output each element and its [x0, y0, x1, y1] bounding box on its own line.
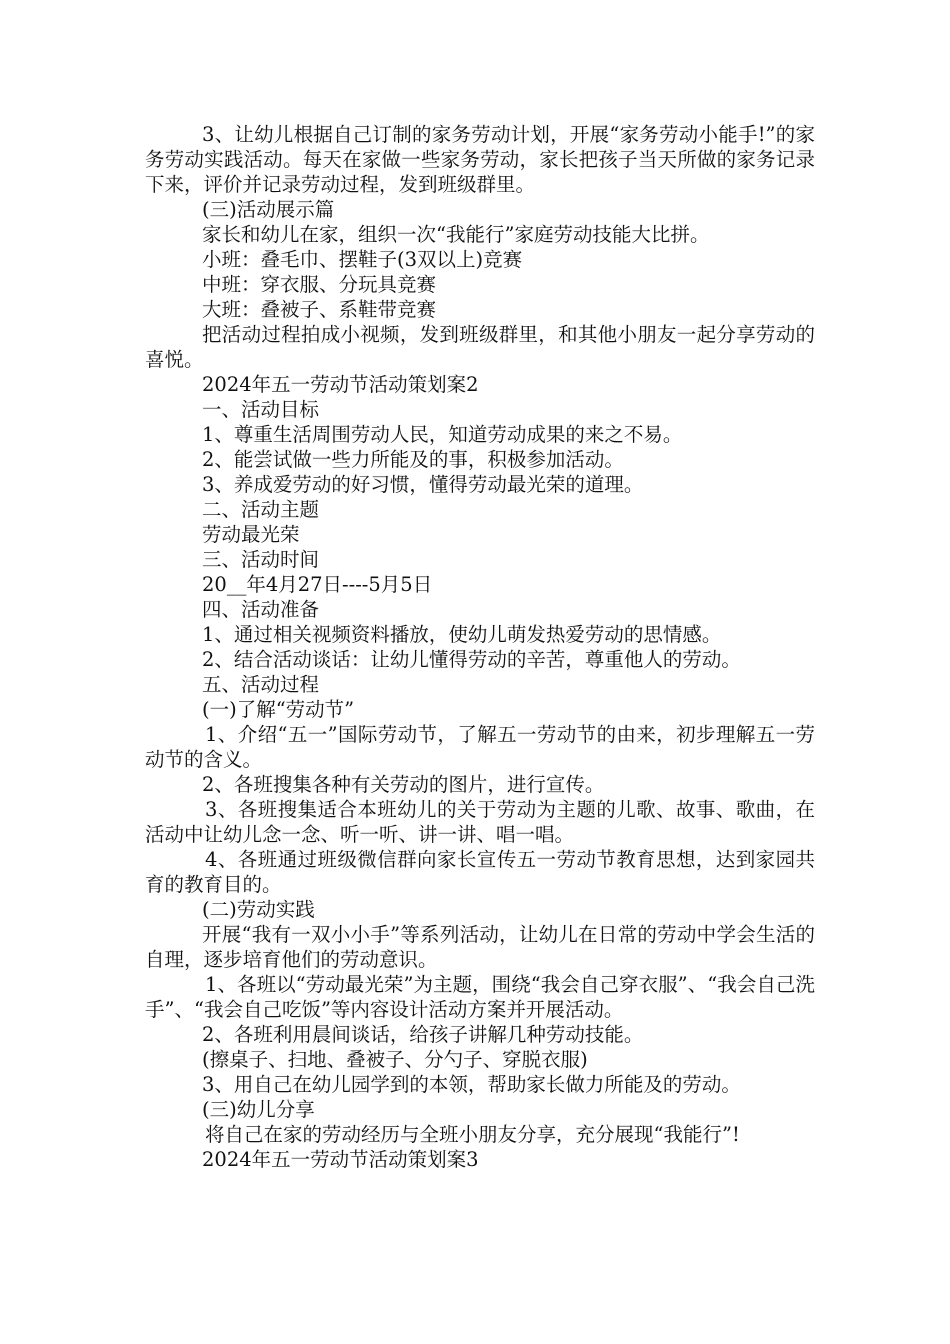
paragraph: 2、结合活动谈话：让幼儿懂得劳动的辛苦，尊重他人的劳动。: [202, 648, 741, 671]
paragraph: 3、各班搜集适合本班幼儿的关于劳动为主题的儿歌、故事、歌曲，在活动中让幼儿念一念、听一听、讲一讲、唱一唱。: [145, 798, 815, 846]
paragraph: 4、各班通过班级微信群向家长宣传五一劳动节教育思想，达到家园共育的教育目的。: [145, 848, 815, 896]
paragraph: 小班：叠毛巾、摆鞋子(3双以上)竞赛: [202, 248, 523, 271]
section-heading: (三)幼儿分享: [202, 1098, 315, 1121]
section-heading: 三、活动时间: [202, 548, 320, 571]
paragraph: 2、各班利用晨间谈话，给孩子讲解几种劳动技能。: [202, 1023, 644, 1046]
section-heading: 二、活动主题: [202, 498, 320, 521]
paragraph: 3、让幼儿根据自己订制的家务劳动计划，开展“家务劳动小能手!”的家务劳动实践活动。每天在家做一些家务劳动，家长把孩子当天所做的家务记录下来，评价并记录劳动过程，发到班级群里。: [145, 123, 815, 196]
paragraph: 2、能尝试做一些力所能及的事，积极参加活动。: [202, 448, 624, 471]
paragraph: 2、各班搜集各种有关劳动的图片，进行宣传。: [202, 773, 605, 796]
paragraph: 把活动过程拍成小视频，发到班级群里，和其他小朋友一起分享劳动的喜悦。: [145, 323, 815, 371]
paragraph: 3、养成爱劳动的好习惯，懂得劳动最光荣的道理。: [202, 473, 644, 496]
paragraph: 3、用自己在幼儿园学到的本领，帮助家长做力所能及的劳动。: [202, 1073, 741, 1096]
paragraph: 劳动最光荣: [202, 523, 300, 546]
paragraph: 1、介绍“五一”国际劳动节，了解五一劳动节的由来，初步理解五一劳动节的含义。: [145, 723, 815, 771]
paragraph: (擦桌子、扫地、叠被子、分勺子、穿脱衣服): [202, 1048, 588, 1071]
document-body: [145, 122, 815, 1172]
paragraph: 1、尊重生活周围劳动人民，知道劳动成果的来之不易。: [202, 423, 683, 446]
section-heading: 一、活动目标: [202, 398, 320, 421]
section-heading: (二)劳动实践: [202, 898, 315, 921]
paragraph: 1、通过相关视频资料播放，使幼儿萌发热爱劳动的思情感。: [202, 623, 722, 646]
paragraph: 中班：穿衣服、分玩具竞赛: [202, 273, 437, 296]
document-title: 2024年五一劳动节活动策划案3: [202, 1148, 479, 1171]
paragraph: 20__年4月27日----5月5日: [202, 573, 433, 596]
paragraph: 家长和幼儿在家，组织一次“我能行”家庭劳动技能大比拼。: [202, 223, 710, 246]
document-title: 2024年五一劳动节活动策划案2: [202, 373, 479, 396]
paragraph: 将自己在家的劳动经历与全班小朋友分享，充分展现“我能行”!: [205, 1123, 740, 1146]
paragraph: 1、各班以“劳动最光荣”为主题，围绕“我会自己穿衣服”、“我会自己洗手”、“我会自己吃饭”等内容设计活动方案并开展活动。: [145, 973, 815, 1021]
section-heading: (一)了解“劳动节”: [202, 698, 355, 721]
section-heading: (三)活动展示篇: [202, 198, 335, 221]
paragraph: 大班：叠被子、系鞋带竞赛: [202, 298, 437, 321]
section-heading: 四、活动准备: [202, 598, 320, 621]
section-heading: 五、活动过程: [202, 673, 320, 696]
paragraph: 开展“我有一双小小手”等系列活动，让幼儿在日常的劳动中学会生活的自理，逐步培育他们的劳动意识。: [145, 923, 815, 971]
